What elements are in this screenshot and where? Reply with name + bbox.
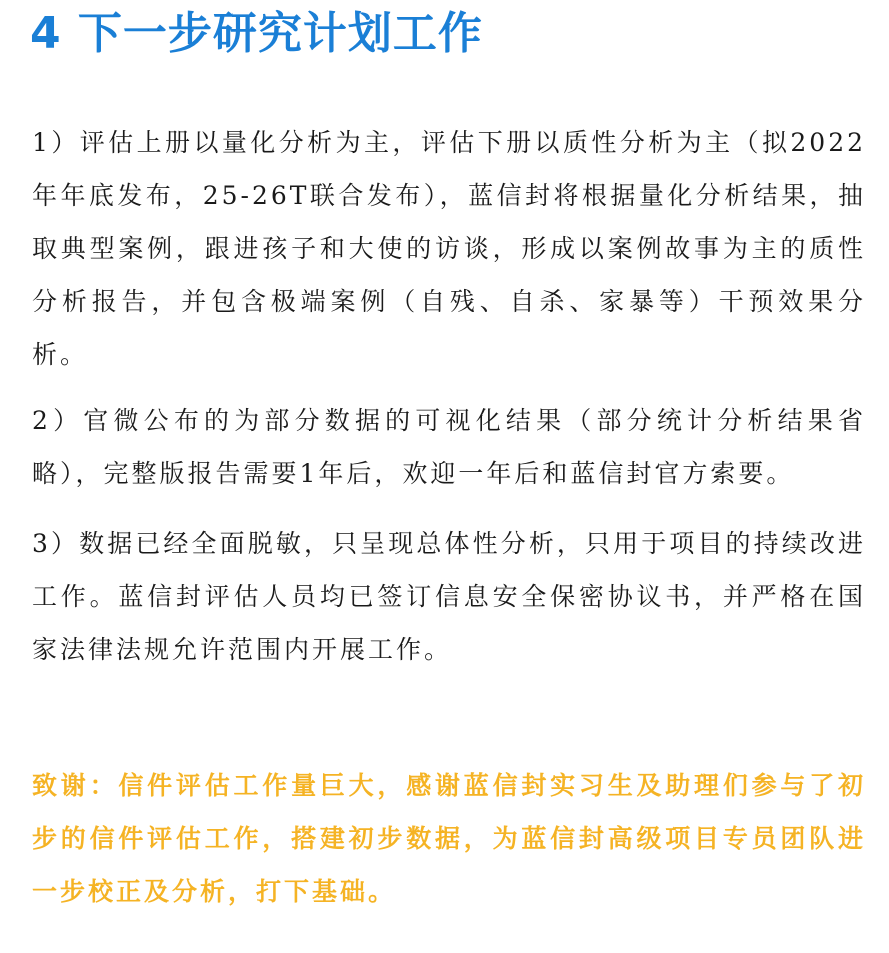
paragraph-plan-1: 1）评估上册以量化分析为主，评估下册以质性分析为主（拟2022年年底发布，25-26T联合发布），蓝信封将根据量化分析结果，抽取典型案例，跟进孩子和大使的访谈，形成以案例故事为主的质性分析报告，并包含极端案例（自残、自杀、家暴等）干预效果分析。 [32, 128, 866, 369]
acknowledgement-text: 致谢：信件评估工作量巨大，感谢蓝信封实习生及助理们参与了初步的信件评估工作，搭建初步数据，为蓝信封高级项目专员团队进一步校正及分析，打下基础。 [32, 771, 866, 906]
section-title: 4 下一步研究计划工作 [30, 8, 483, 59]
paragraph-plan-2: 2）官微公布的为部分数据的可视化结果（部分统计分析结果省略），完整版报告需要1年后，欢迎一年后和蓝信封官方索要。 [32, 406, 866, 488]
paragraph-plan-3: 3）数据已经全面脱敏，只呈现总体性分析，只用于项目的持续改进工作。蓝信封评估人员均已签订信息安全保密协议书，并严格在国家法律法规允许范围内开展工作。 [32, 529, 866, 664]
